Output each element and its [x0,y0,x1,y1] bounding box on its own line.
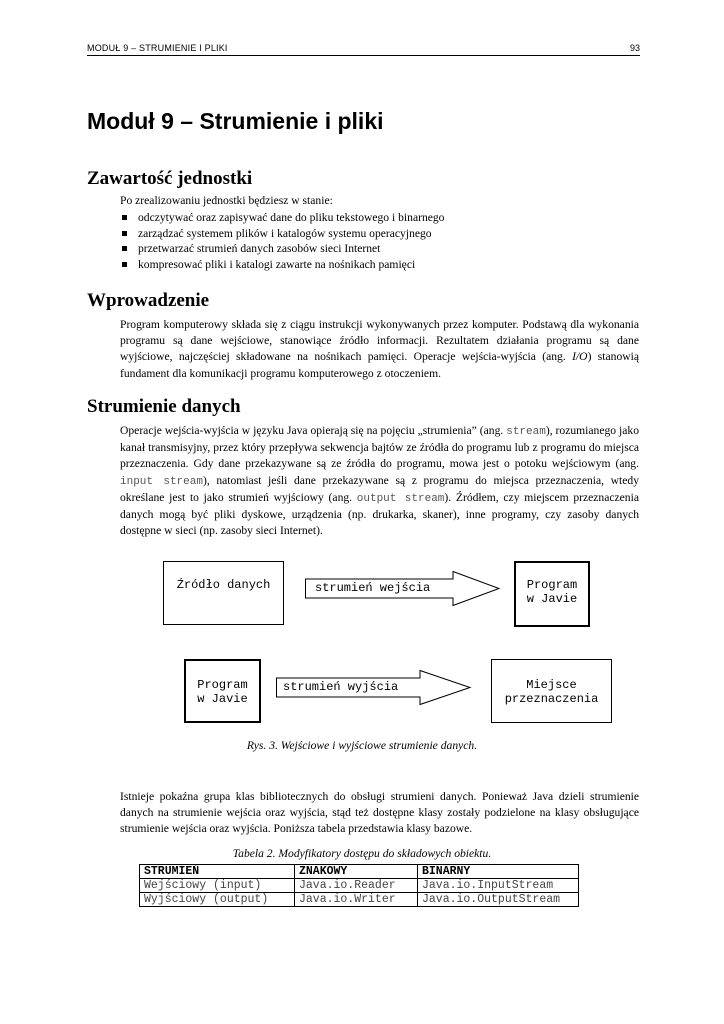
column-header: BINARNY [418,865,579,879]
output-stream-label: strumień wyjścia [283,680,399,694]
objectives-list [120,210,444,272]
table-cell: Wyjściowy (output) [140,893,295,907]
java-program-box-top [514,561,590,627]
page-title: Moduł 9 – Strumienie i pliki [87,108,384,134]
destination-box [491,659,612,723]
section-heading-streams: Strumienie danych [87,396,241,417]
list-item: przetwarzać strumień danych zasobów sieci Internet [120,241,444,257]
contents-intro: Po zrealizowaniu jednostki będziesz w stanie: [120,194,333,207]
java-program-box-bottom [184,659,261,723]
table-cell: Wejściowy (input) [140,879,295,893]
introduction-paragraph: Program komputerowy składa się z ciągu instrukcji wykonywanych przez komputer. Podstawą dla wykonania programu są dane wejściowe, stanowiące źródło informacji. Rezultatem działania programu są dane wyjściowe, najczęściej składowane na nośnikach pamięci. Operacje wejścia-wyjścia (ang. I/O) stanowią fundament dla komunikacji programu komputerowego z otoczeniem. [120,318,639,380]
input-stream-label: strumień wejścia [315,581,431,595]
stream-classes-table [139,864,579,907]
column-header: STRUMIEŃ [140,865,295,879]
list-item: odczytywać oraz zapisywać dane do pliku tekstowego i binarnego [120,210,444,226]
page-number: 93 [629,43,640,53]
data-source-label: Źródło danych [176,578,271,592]
table-cell: Java.io.Writer [295,893,418,907]
figure-caption: Rys. 3. Wejściowe i wyjściowe strumienie danych. [246,739,478,752]
table-cell: Java.io.OutputStream [418,893,579,907]
table-cell: Java.io.Reader [295,879,418,893]
page-header [87,41,640,56]
program-label: Program [197,678,248,692]
table-header-row [140,865,579,879]
data-source-box [163,561,284,625]
program-label: w Javie [526,592,578,606]
table-cell: Java.io.InputStream [418,879,579,893]
table-row [140,893,579,907]
classes-paragraph: Istnieje pokaźna grupa klas bibliotecznych do obsługi strumieni danych. Ponieważ Java dzieli strumienie danych na strumienie wejścia oraz wyjścia, stąd też dostępne klasy zostały podzielone na klasy obsługujące strumienie wejścia oraz wyjścia. Poniższa tabela przedstawia klasy bazowe. [120,790,639,836]
column-header: ZNAKOWY [295,865,418,879]
list-item: kompresować pliki i katalogi zawarte na nośnikach pamięci [120,257,444,273]
table-row [140,879,579,893]
section-heading-contents: Zawartość jednostki [87,168,253,189]
section-heading-introduction: Wprowadzenie [87,290,210,311]
streams-paragraph: Operacje wejścia-wyjścia w języku Java opierają się na pojęciu „strumienia” (ang. stream), rozumianego jako kanał transmisyjny, przez który przepływa sekwencja bajtów ze źródła do programu lub z programu do miejsca przeznaczenia. Gdy dane przekazywane są ze źródła do programu, mowa jest o potoku wejściowym (ang. input stream), natomiast jeśli dane przekazywane są z programu do miejsca przeznaczenia, wtedy określane jest to jako strumień wyjściowy (ang. output stream). Źródłem, czy miejscem przeznaczenia danych mogą być pliki dyskowe, urządzenia (np. drukarka, skaner), inne programy, czy zasoby danych dostępne w sieci (np. zasoby sieci Internet). [120,424,639,538]
list-item: zarządzać systemem plików i katalogów systemu operacyjnego [120,226,444,242]
program-label: w Javie [197,692,248,706]
destination-label: Miejsce [526,678,577,692]
destination-label: przeznaczenia [504,692,599,706]
table-caption: Tabela 2. Modyfikatory dostępu do składowych obiektu. [232,847,492,860]
running-header: MODUŁ 9 – STRUMIENIE I PLIKI [87,43,228,53]
program-label: Program [526,578,578,592]
